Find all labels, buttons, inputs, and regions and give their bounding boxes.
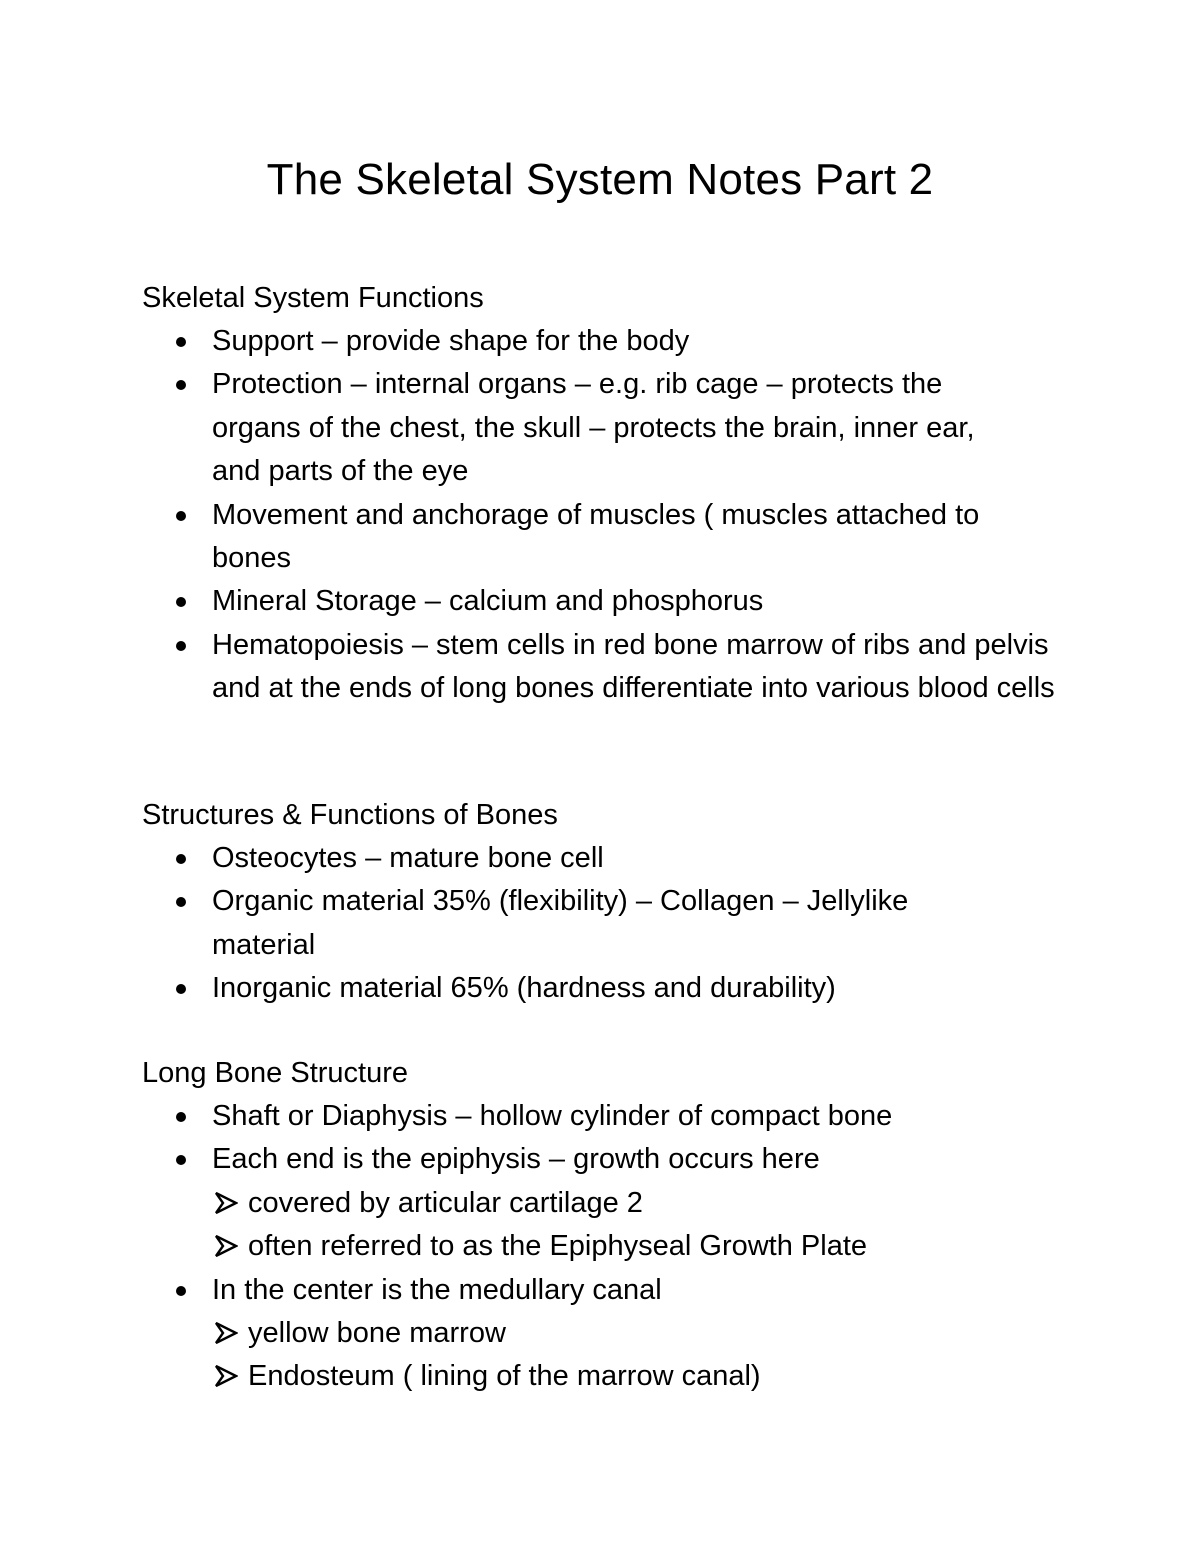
list-item <box>142 1138 1082 1181</box>
sub-list-item-text: Endosteum ( lining of the marrow canal) <box>248 1360 761 1393</box>
sub-list-item <box>178 1182 1082 1225</box>
bullet-dot-icon <box>176 337 186 347</box>
sub-list-item-text: covered by articular cartilage 2 <box>248 1186 643 1219</box>
bullet-dot-icon <box>176 897 186 907</box>
list-item <box>142 967 1082 1010</box>
sub-list-item <box>178 1355 1082 1398</box>
bullet-dot-icon <box>176 597 186 607</box>
list-item <box>142 880 1012 967</box>
section-skeletal-system-functions <box>142 277 1082 711</box>
bullet-list <box>142 837 1082 1011</box>
bullet-dot-icon <box>176 1112 186 1122</box>
list-item <box>142 1269 1082 1312</box>
list-item-text: Osteocytes – mature bone cell <box>212 842 604 874</box>
bullet-dot-icon <box>176 1286 186 1296</box>
section-heading: Skeletal System Functions <box>142 282 484 314</box>
bullet-dot-icon <box>176 854 186 864</box>
page-title: The Skeletal System Notes Part 2 <box>266 155 934 204</box>
sub-list-item <box>178 1312 1082 1355</box>
section-long-bone-structure <box>142 1052 1082 1399</box>
list-item-text: In the center is the medullary canal <box>212 1273 662 1306</box>
list-item <box>142 1095 1082 1138</box>
arrowhead-bullet-icon <box>214 1182 242 1225</box>
section-heading: Structures & Functions of Bones <box>142 799 558 831</box>
sub-list-item-text: yellow bone marrow <box>248 1317 506 1350</box>
bullet-list <box>142 1095 1082 1182</box>
bullet-list <box>142 1269 1082 1312</box>
arrowhead-bullet-icon <box>214 1355 242 1398</box>
sub-bullet-list <box>142 1312 1082 1399</box>
list-item-text: Organic material 35% (flexibility) – Collagen – Jellylike material <box>212 885 909 961</box>
arrowhead-bullet-icon <box>214 1312 242 1355</box>
section-structures-functions-of-bones <box>142 794 1082 1011</box>
list-item-text: Support – provide shape for the body <box>212 325 690 357</box>
bullet-dot-icon <box>176 1155 186 1165</box>
bullet-dot-icon <box>176 511 186 521</box>
bullet-list <box>142 320 1062 711</box>
list-item <box>142 580 1062 623</box>
list-item-text: Shaft or Diaphysis – hollow cylinder of compact bone <box>212 1100 893 1132</box>
sub-list-item <box>178 1225 1082 1268</box>
list-item <box>142 837 1082 880</box>
list-item-text: Hematopoiesis – stem cells in red bone marrow of ribs and pelvis and at the ends of long bones differentiate into various blood cells <box>212 628 1055 705</box>
arrowhead-bullet-icon <box>214 1225 242 1268</box>
list-item <box>142 624 1062 711</box>
list-item <box>142 320 1062 363</box>
list-item <box>142 494 1042 581</box>
list-item-text: Each end is the epiphysis – growth occurs here <box>212 1143 820 1176</box>
list-item-text: Movement and anchorage of muscles ( muscles attached to bones <box>212 498 980 575</box>
list-item-text: Inorganic material 65% (hardness and durability) <box>212 972 836 1005</box>
sub-bullet-list <box>142 1182 1082 1269</box>
section-heading: Long Bone Structure <box>142 1057 409 1089</box>
bullet-dot-icon <box>176 641 186 651</box>
bullet-dot-icon <box>176 984 186 994</box>
list-item <box>142 363 1012 493</box>
list-item-text: Mineral Storage – calcium and phosphorus <box>212 585 764 618</box>
bullet-dot-icon <box>176 380 186 390</box>
sub-list-item-text: often referred to as the Epiphyseal Growth Plate <box>248 1230 868 1263</box>
list-item-text: Protection – internal organs – e.g. rib cage – protects the organs of the chest, the skull – protects the brain, inner ear, and parts of the eye <box>212 368 975 488</box>
